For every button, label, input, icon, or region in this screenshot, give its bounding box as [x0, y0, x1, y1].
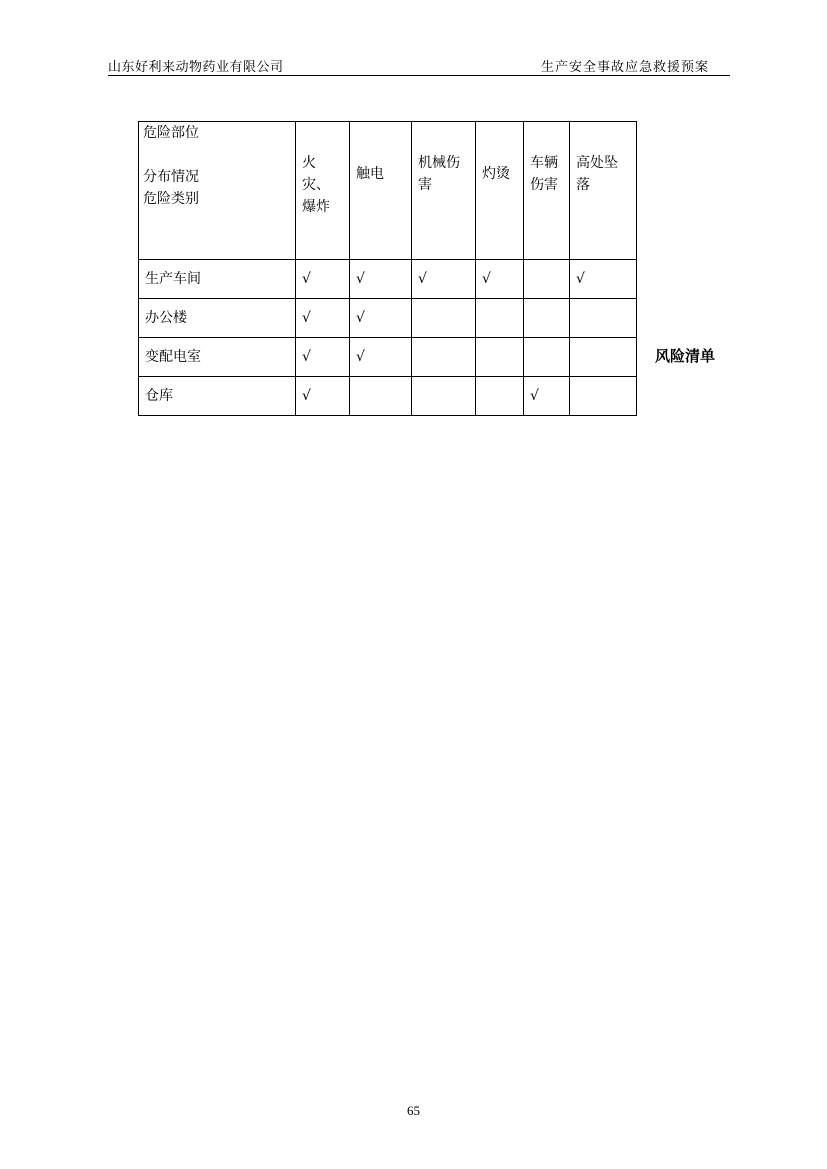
column-header: 灼烫 [476, 122, 524, 260]
table-row [139, 377, 637, 416]
table-cell [570, 377, 637, 416]
table-cell: √ [412, 260, 476, 299]
corner-label-distribution: 分布情况 [143, 169, 199, 185]
table-cell [476, 377, 524, 416]
table-cell: √ [570, 260, 637, 299]
risk-list-label: 风险清单 [655, 347, 716, 365]
table-cell: √ [350, 260, 412, 299]
column-header: 车辆 伤害 [524, 122, 570, 260]
table-cell: √ [350, 299, 412, 338]
table-cell: √ [296, 338, 350, 377]
table-cell [476, 338, 524, 377]
table-cell: √ [524, 377, 570, 416]
header-document-title: 生产安全事故应急救援预案 [540, 60, 709, 75]
table-cell: √ [476, 260, 524, 299]
row-label: 办公楼 [139, 299, 296, 338]
table-row [139, 299, 637, 338]
row-label: 生产车间 [139, 260, 296, 299]
row-label: 变配电室 [139, 338, 296, 377]
table-cell: √ [350, 338, 412, 377]
table-cell: √ [296, 260, 350, 299]
page-number: 65 [407, 1103, 420, 1118]
table-cell [412, 377, 476, 416]
table-cell [524, 299, 570, 338]
corner-label-location: 危险部位 [143, 125, 199, 141]
table-cell: √ [296, 299, 350, 338]
table-cell [476, 299, 524, 338]
corner-label-category: 危险类别 [143, 191, 199, 207]
table-cell [570, 338, 637, 377]
table-cell [570, 299, 637, 338]
table-cell [412, 299, 476, 338]
column-header: 火灾、 爆炸 [296, 122, 350, 260]
column-header: 高处坠 落 [570, 122, 637, 260]
column-header: 机械伤 害 [412, 122, 476, 260]
header-company-name: 山东好利来动物药业有限公司 [108, 60, 284, 75]
risk-distribution-table [138, 121, 637, 416]
table-header-row [139, 122, 637, 260]
table-cell [524, 338, 570, 377]
header-divider [108, 75, 730, 76]
table-cell [350, 377, 412, 416]
column-header: 触电 [350, 122, 412, 260]
table-corner-cell [139, 122, 296, 260]
table-cell [412, 338, 476, 377]
table-row [139, 260, 637, 299]
row-label: 仓库 [139, 377, 296, 416]
table-cell: √ [296, 377, 350, 416]
table-row [139, 338, 637, 377]
table-cell [524, 260, 570, 299]
